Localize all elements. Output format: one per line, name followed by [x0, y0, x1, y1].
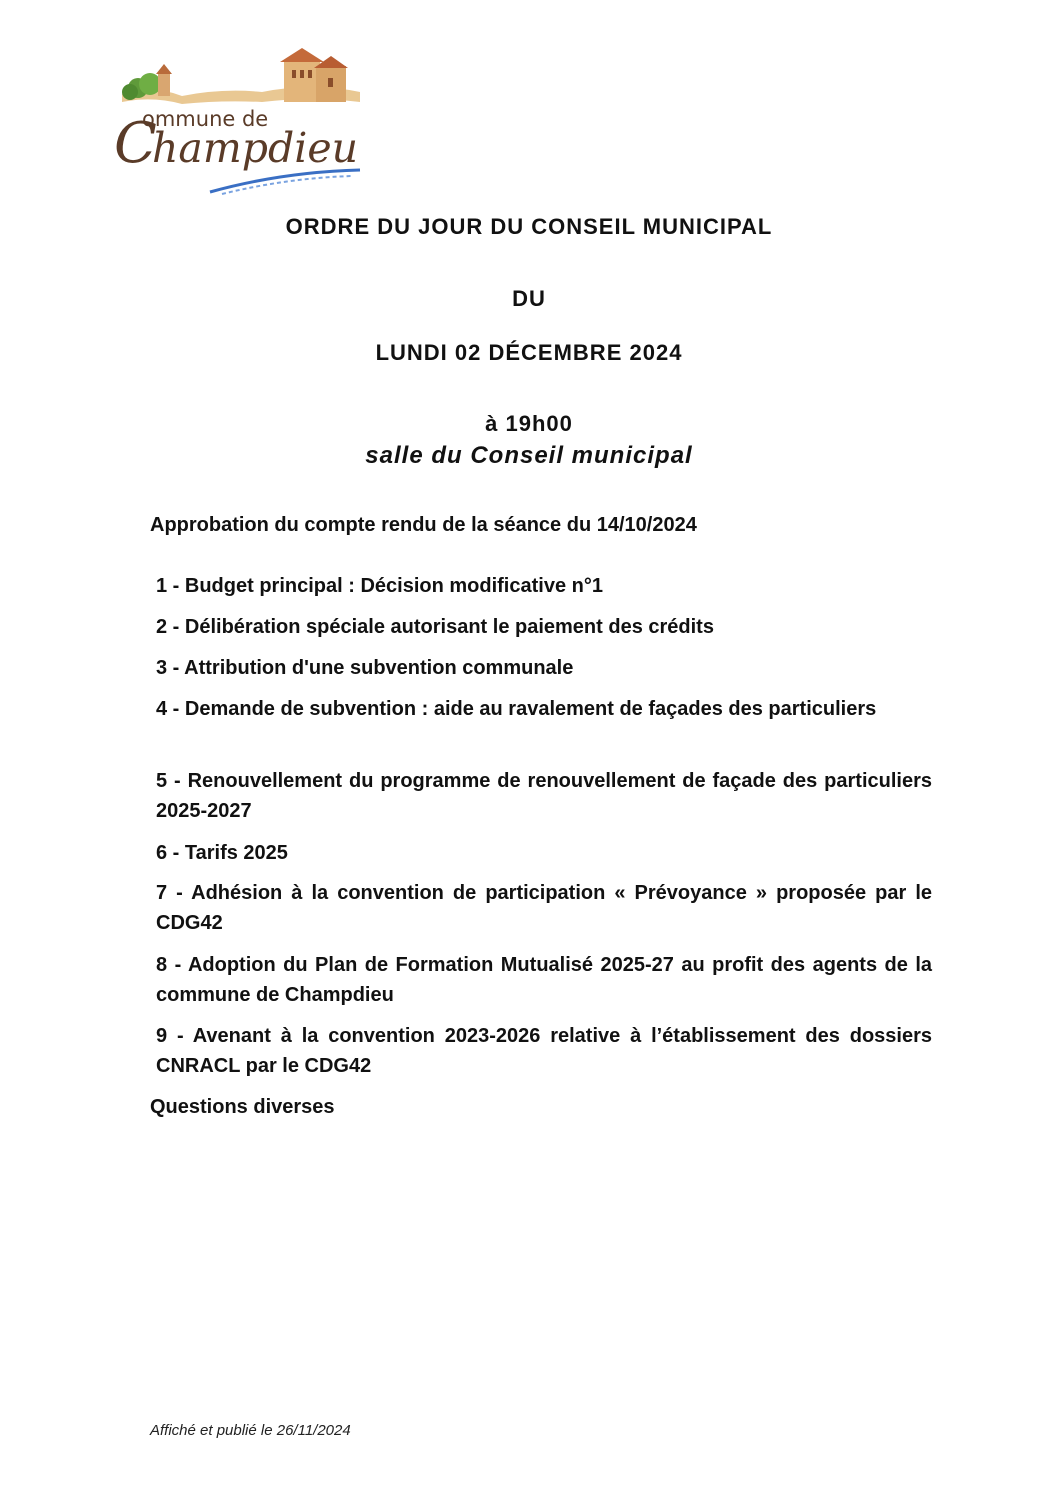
meeting-time: à 19h00 — [485, 411, 573, 436]
approval-line: Approbation du compte rendu de la séance du 14/10/2024 — [150, 514, 697, 536]
agenda-item-7: 7 - Adhésion à la convention de participation « Prévoyance » proposée par le CDG42 — [156, 882, 932, 934]
logo-initial: C — [114, 111, 157, 176]
publication-note: Affiché et publié le 26/11/2024 — [150, 1422, 351, 1439]
agenda-item-3: 3 - Attribution d'une subvention communale — [156, 657, 574, 679]
agenda-item-2: 2 - Délibération spéciale autorisant le paiement des crédits — [156, 616, 714, 638]
agenda-item-4: 4 - Demande de subvention : aide au ravalement de façades des particuliers — [156, 698, 877, 720]
meeting-place: salle du Conseil municipal — [365, 442, 693, 469]
agenda-item-5: 5 - Renouvellement du programme de renouvellement de façade des particuliers 2025-2027 — [156, 770, 932, 822]
title-du: DU — [512, 286, 546, 311]
logo-line2: hampdieu — [152, 124, 359, 172]
questions-diverses: Questions diverses — [150, 1096, 335, 1118]
logo-line1: ommune de — [142, 107, 269, 131]
agenda-item-8: 8 - Adoption du Plan de Formation Mutualisé 2025-27 au profit des agents de la commune de Champdieu — [156, 954, 932, 1006]
agenda-item-1: 1 - Budget principal : Décision modificative n°1 — [156, 575, 603, 597]
meeting-date: LUNDI 02 DÉCEMBRE 2024 — [375, 340, 683, 365]
document-title: ORDRE DU JOUR DU CONSEIL MUNICIPAL — [285, 214, 773, 239]
agenda-item-9: 9 - Avenant à la convention 2023-2026 relative à l’établissement des dossiers CNRACL par le CDG42 — [156, 1025, 932, 1077]
commune-logo — [112, 44, 364, 196]
agenda-item-6: 6 - Tarifs 2025 — [156, 842, 288, 864]
